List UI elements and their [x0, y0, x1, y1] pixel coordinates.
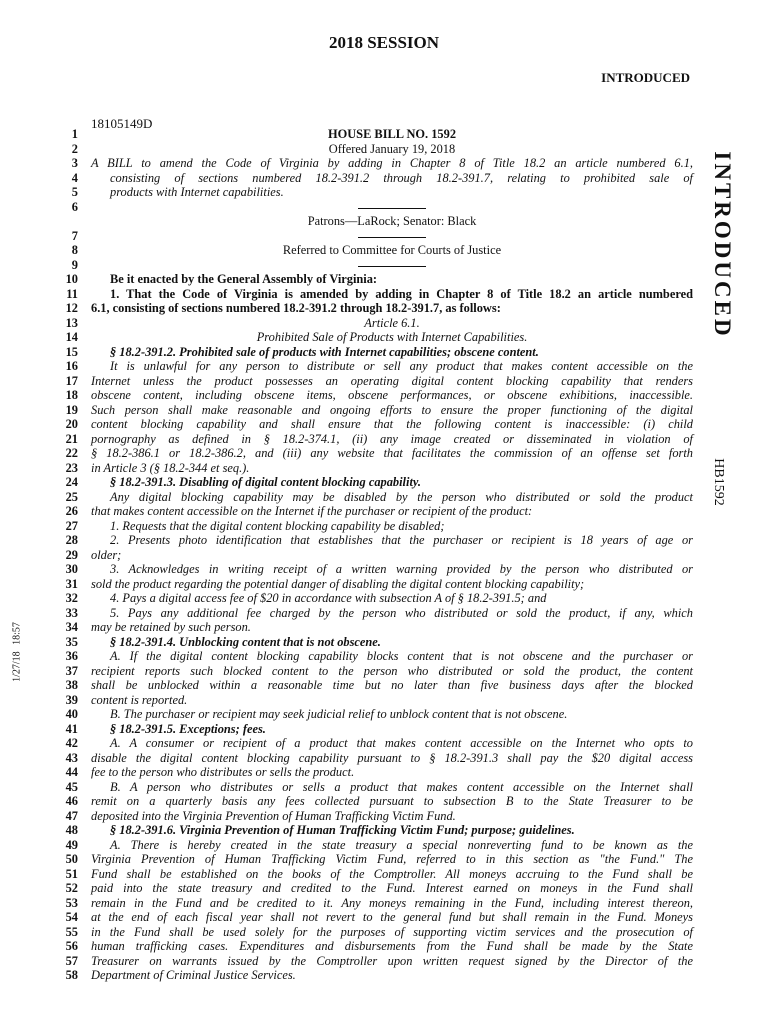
separator-rule: [358, 208, 426, 209]
line-text: Be it enacted by the General Assembly of Virginia:: [110, 272, 378, 286]
bill-line: [0, 562, 768, 577]
line-text: products with Internet capabilities.: [110, 185, 284, 199]
bill-line: [0, 910, 768, 925]
line-text: Such person shall make reasonable and ongoing efforts to ensure the proper functioning of the digital: [91, 402, 693, 417]
bill-line: [0, 649, 768, 664]
line-number: 39: [65, 692, 78, 707]
line-text: A. If the digital content blocking capability blocks content that is not obscene and the purchaser or: [110, 649, 693, 663]
line-text: recipient reports such blocked content to the person who distributed or sold the product, the content: [91, 663, 693, 678]
bill-line: [0, 925, 768, 940]
line-text: older;: [91, 547, 122, 562]
line-text: Department of Criminal Justice Services.: [91, 968, 296, 982]
bill-line: [0, 838, 768, 853]
line-number: 43: [65, 750, 78, 765]
bill-line: [0, 794, 768, 809]
line-number: 9: [71, 257, 78, 272]
bill-line: [0, 664, 768, 679]
line-text: B. The purchaser or recipient may seek judicial relief to unblock content that is not obscene.: [110, 707, 568, 721]
line-number: 21: [65, 431, 78, 446]
line-number: 2: [71, 141, 78, 156]
bill-line: [0, 707, 768, 722]
line-number: 55: [65, 924, 78, 939]
bill-line: [0, 142, 768, 157]
bill-line: [0, 200, 768, 215]
line-text: pornography as defined in § 18.2-374.1, (ii) any image created or disseminated in violation of: [91, 431, 693, 446]
separator-rule: [358, 237, 426, 238]
line-text: HOUSE BILL NO. 1592: [327, 127, 457, 141]
line-number: 23: [65, 460, 78, 475]
line-number: 50: [65, 852, 78, 866]
line-number: 22: [65, 446, 78, 460]
bill-line: [0, 287, 768, 302]
bill-line: [0, 548, 768, 563]
line-number: 48: [65, 823, 78, 837]
line-number: 47: [65, 808, 78, 823]
line-text: disable the digital content blocking capability pursuant to § 18.2-391.3 shall pay the $20 digital access: [91, 750, 693, 765]
line-text: fee to the person who distributes or sells the product.: [91, 765, 355, 779]
line-number: 26: [65, 504, 78, 518]
line-number: 20: [65, 417, 78, 431]
line-text: 1. Requests that the digital content blocking capability be disabled;: [110, 518, 445, 533]
line-number: 49: [65, 837, 78, 852]
separator-rule: [358, 266, 426, 267]
line-text: obscene content, including obscene items, obscene performances, or obscene exhibitions, inaccessible.: [91, 388, 693, 402]
bill-line: [0, 490, 768, 505]
bill-status: INTRODUCED: [601, 70, 690, 85]
bill-line: [0, 127, 768, 142]
bill-line: [0, 258, 768, 273]
line-text: § 18.2-391.5. Exceptions; fees.: [110, 721, 266, 736]
line-number: 3: [71, 156, 78, 170]
bill-line: [0, 359, 768, 374]
bill-line: [0, 722, 768, 737]
bill-line: [0, 867, 768, 882]
line-text: § 18.2-386.1 or 18.2-386.2, and (iii) any website that facilitates the commission of an offense set forth: [91, 446, 693, 460]
line-text: 1. That the Code of Virginia is amended by adding in Chapter 8 of Title 18.2 an article numbered: [110, 286, 693, 301]
bill-line: [0, 765, 768, 780]
line-number: 57: [65, 953, 78, 968]
line-number: 38: [65, 678, 78, 692]
line-text: content blocking capability and shall ensure that the following content is inaccessible: (i) child: [91, 417, 693, 431]
line-text: 6.1, consisting of sections numbered 18.2-391.2 through 18.2-391.7, as follows:: [91, 301, 501, 315]
bill-line: [0, 881, 768, 896]
bill-line: [0, 678, 768, 693]
line-number: 28: [65, 533, 78, 547]
line-number: 56: [65, 939, 78, 953]
line-number: 33: [65, 605, 78, 620]
bill-line: [0, 229, 768, 244]
line-text: A. A consumer or recipient of a product that makes content accessible on the Internet who opts to: [110, 736, 693, 750]
line-text: 3. Acknowledges in writing receipt of a written warning provided by the person who distributed or: [110, 562, 693, 576]
bill-line: [0, 432, 768, 447]
line-number: 51: [65, 866, 78, 881]
line-text: Patrons—LaRock; Senator: Black: [307, 214, 477, 228]
line-text: sold the product regarding the potential danger of disabling the digital content blocking capability;: [91, 576, 585, 591]
line-number: 35: [65, 634, 78, 649]
line-text: in the Fund shall be used solely for the purposes of supporting victim services and the prosecution of: [91, 924, 693, 939]
line-number: 30: [65, 562, 78, 576]
bill-line: [0, 504, 768, 519]
line-text: A BILL to amend the Code of Virginia by adding in Chapter 8 of Title 18.2 an article numbered 6.1,: [91, 156, 693, 170]
line-number: 10: [65, 272, 78, 286]
line-number: 52: [65, 881, 78, 895]
bill-line: [0, 751, 768, 766]
bill-line: [0, 171, 768, 186]
bill-line: [0, 461, 768, 476]
bill-line: [0, 852, 768, 867]
line-text: in Article 3 (§ 18.2-344 et seq.).: [91, 460, 250, 475]
line-number: 42: [65, 736, 78, 750]
line-number: 34: [65, 620, 78, 634]
bill-line: [0, 417, 768, 432]
line-number: 46: [65, 794, 78, 808]
line-text: that makes content accessible on the Internet if the purchaser or recipient of the product:: [91, 504, 533, 518]
bill-line: [0, 635, 768, 650]
line-text: shall be unblocked within a reasonable time but no later than five business days after the blocked: [91, 678, 693, 692]
line-number: 17: [65, 373, 78, 388]
bill-line: [0, 780, 768, 795]
line-text: Article 6.1.: [364, 315, 420, 330]
line-text: It is unlawful for any person to distribute or sell any product that makes content accessible on the: [110, 359, 693, 373]
line-number: 29: [65, 547, 78, 562]
line-text: § 18.2-391.6. Virginia Prevention of Human Trafficking Victim Fund; purpose; guidelines.: [110, 823, 575, 837]
line-number: 13: [65, 315, 78, 330]
bill-text-body: [0, 127, 768, 983]
line-text: A. There is hereby created in the state treasury a special nonreverting fund to be known as the: [110, 837, 693, 852]
line-number: 14: [65, 330, 78, 344]
line-number: 54: [65, 910, 78, 924]
line-text: 2. Presents photo identification that establishes that the purchaser or recipient is 18 years of age or: [110, 533, 693, 547]
side-introduced-stamp: INTRODUCED: [710, 151, 735, 339]
line-text: consisting of sections numbered 18.2-391.2 through 18.2-391.7, relating to prohibited sale of: [110, 170, 693, 185]
bill-line: [0, 809, 768, 824]
bill-line: [0, 243, 768, 258]
bill-line: [0, 954, 768, 969]
bill-line: [0, 330, 768, 345]
line-number: 44: [65, 765, 78, 779]
line-text: Internet unless the product possesses an operating digital content blocking capability that renders: [91, 373, 693, 388]
line-text: Prohibited Sale of Products with Internet Capabilities.: [256, 330, 528, 344]
bill-line: [0, 475, 768, 490]
line-text: may be retained by such person.: [91, 620, 251, 634]
bill-line: [0, 403, 768, 418]
bill-line: [0, 388, 768, 403]
line-number: 7: [71, 228, 78, 243]
line-text: 4. Pays a digital access fee of $20 in accordance with subsection A of § 18.2-391.5; and: [110, 591, 547, 605]
bill-line: [0, 156, 768, 171]
bill-line: [0, 823, 768, 838]
line-text: deposited into the Virginia Prevention of Human Trafficking Victim Fund.: [91, 808, 456, 823]
line-number: 6: [71, 199, 78, 214]
line-number: 11: [66, 286, 78, 301]
side-bill-code: HB1592: [711, 458, 726, 506]
bill-line: [0, 939, 768, 954]
bill-line: [0, 606, 768, 621]
bill-line: [0, 316, 768, 331]
line-number: 37: [65, 663, 78, 678]
line-text: Treasurer on warrants issued by the Comptroller upon written request signed by the Director of the: [91, 953, 693, 968]
line-number: 15: [65, 344, 78, 359]
line-number: 40: [65, 707, 78, 721]
line-text: at the end of each fiscal year shall not revert to the general fund but shall remain in the Fund. Moneys: [91, 910, 693, 924]
line-text: Fund shall be established on the books of the Comptroller. All moneys accruing to the Fund shall be: [91, 866, 693, 881]
line-number: 19: [65, 402, 78, 417]
line-number: 12: [65, 301, 78, 315]
bill-line: [0, 374, 768, 389]
bill-line: [0, 736, 768, 751]
line-number: 32: [65, 591, 78, 605]
bill-line: [0, 620, 768, 635]
bill-line: [0, 301, 768, 316]
bill-line: [0, 185, 768, 200]
line-number: 24: [65, 475, 78, 489]
line-number: 16: [65, 359, 78, 373]
line-number: 8: [71, 243, 78, 257]
line-number: 18: [65, 388, 78, 402]
line-text: content is reported.: [91, 692, 188, 707]
bill-line: [0, 693, 768, 708]
line-number: 4: [71, 170, 78, 185]
line-text: B. A person who distributes or sells a product that makes content accessible on the Internet shall: [110, 779, 693, 794]
bill-line: [0, 591, 768, 606]
line-number: 53: [65, 895, 78, 910]
side-print-date: 1/27/18 18:57: [11, 622, 23, 682]
line-number: 31: [65, 576, 78, 591]
bill-line: [0, 446, 768, 461]
line-text: § 18.2-391.2. Prohibited sale of products with Internet capabilities; obscene content.: [110, 344, 539, 359]
line-text: Any digital blocking capability may be disabled by the person who distributed or sold the product: [110, 489, 693, 504]
bill-line: [0, 968, 768, 983]
line-text: § 18.2-391.3. Disabling of digital content blocking capability.: [110, 475, 422, 489]
line-text: paid into the state treasury and credited to the Fund. Interest earned on moneys in the Fund shall: [91, 881, 693, 895]
line-text: Virginia Prevention of Human Trafficking Victim Fund, referred to in this section as "the Fund." The: [91, 852, 693, 866]
bill-line: [0, 896, 768, 911]
line-text: Referred to Committee for Courts of Justice: [282, 243, 502, 257]
bill-line: [0, 519, 768, 534]
bill-line: [0, 214, 768, 229]
line-number: 25: [65, 489, 78, 504]
line-number: 27: [65, 518, 78, 533]
bill-line: [0, 533, 768, 548]
line-number: 45: [65, 779, 78, 794]
bill-line: [0, 345, 768, 360]
bill-line: [0, 577, 768, 592]
line-text: human trafficking cases. Expenditures and disbursements from the Fund shall be made by the State: [91, 939, 693, 953]
line-number: 36: [65, 649, 78, 663]
line-number: 41: [65, 721, 78, 736]
line-text: 5. Pays any additional fee charged by the person who distributed or sold the product, if any, which: [110, 605, 693, 620]
line-number: 5: [71, 185, 78, 199]
ld-number: 18105149D: [91, 116, 153, 131]
line-text: remit on a quarterly basis any fees collected pursuant to subsection B to the State Treasurer to be: [91, 794, 693, 808]
line-text: Offered January 19, 2018: [328, 141, 456, 156]
session-heading: 2018 SESSION: [328, 33, 440, 52]
line-text: remain in the Fund and be credited to it. Any moneys remaining in the Fund, including interest thereon,: [91, 895, 693, 910]
line-number: 1: [71, 127, 78, 141]
bill-line: [0, 272, 768, 287]
line-number: 58: [65, 968, 78, 982]
line-text: § 18.2-391.4. Unblocking content that is not obscene.: [110, 634, 381, 649]
